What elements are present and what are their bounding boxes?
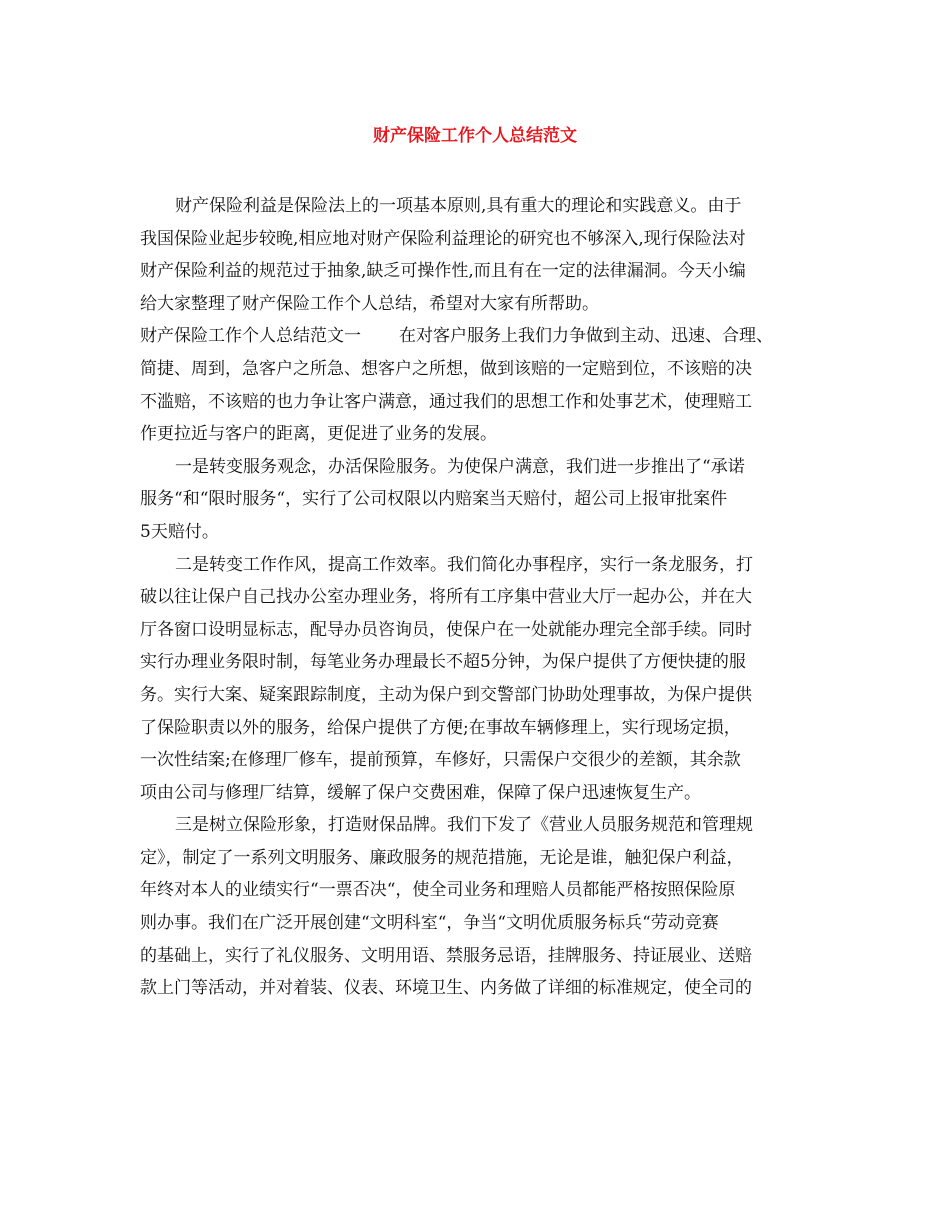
text-line: 一次性结案;在修理厂修车，提前预算，车修好，只需保户交很少的差额，其余款 bbox=[140, 750, 741, 771]
text-line: 定》，制定了一系列文明服务、廉政服务的规范措施，无论是谁，触犯保户利益， bbox=[140, 847, 744, 868]
text-line: 则办事。我们在广泛开展创建“文明科室“，争当“文明优质服务标兵“劳动竞赛 bbox=[140, 913, 719, 934]
text-line: 项由公司与修理厂结算，缓解了保户交费困难，保障了保户迅速恢复生产。 bbox=[140, 782, 701, 803]
text-line: 不滥赔，不该赔的也力争让客户满意，通过我们的思想工作和处事艺术，使理赔工 bbox=[140, 391, 752, 412]
text-line: 服务“和“限时服务“，实行了公司权限以内赔案当天赔付，超公司上报审批案件 bbox=[140, 489, 728, 510]
text-line: 年终对本人的业绩实行“一票否决“，使全司业务和理赔人员都能严格按照保险原 bbox=[140, 880, 736, 901]
section-heading: 财产保险工作个人总结范文一 bbox=[140, 326, 361, 347]
text-line: 给大家整理了财产保险工作个人总结，希望对大家有所帮助。 bbox=[140, 293, 599, 314]
text-line: 厅各窗口设明显标志，配导办员咨询员，使保户在一处就能办理完全部手续。同时 bbox=[140, 619, 752, 640]
text-line: 作更拉近与客户的距离，更促进了业务的发展。 bbox=[140, 424, 497, 445]
text-line: 了保险职责以外的服务，给保户提供了方便;在事故车辆修理上，实行现场定损， bbox=[140, 717, 741, 738]
text-line: 款上门等活动，并对着装、仪表、环境卫生、内务做了详细的标准规定，使全司的 bbox=[140, 978, 752, 999]
section-heading-line bbox=[140, 320, 815, 353]
document-body bbox=[140, 190, 815, 1005]
text-line: 三是树立保险形象，打造财保品牌。我们下发了《营业人员服务规范和管理规 bbox=[175, 815, 753, 836]
text-line: 财产保险利益的规范过于抽象,缺乏可操作性,而且有在一定的法律漏洞。今天小编 bbox=[140, 261, 746, 282]
text-run: 在对客户服务上我们力争做到主动、迅速、合理、 bbox=[399, 326, 773, 347]
text-line: 财产保险利益是保险法上的一项基本原则,具有重大的理论和实践意义。由于 bbox=[175, 196, 742, 216]
text-line: 5天赔付。 bbox=[140, 521, 219, 542]
text-line: 的基础上，实行了礼仪服务、文明用语、禁服务忌语，挂牌服务、持证展业、送赔 bbox=[140, 945, 752, 966]
text-line: 二是转变工作作风，提高工作效率。我们简化办事程序，实行一条龙服务，打 bbox=[175, 554, 753, 575]
text-line: 务。实行大案、疑案跟踪制度，主动为保户到交警部门协助处理事故，为保户提供 bbox=[140, 684, 752, 705]
text-line: 一是转变服务观念，办活保险服务。为使保户满意，我们进一步推出了“承诺 bbox=[175, 456, 745, 477]
document-title: 财产保险工作个人总结范文 bbox=[373, 126, 577, 146]
text-line: 简捷、周到，急客户之所急、想客户之所想，做到该赔的一定赔到位，不该赔的决 bbox=[140, 358, 752, 379]
text-line: 破以往让保户自己找办公室办理业务，将所有工序集中营业大厅一起办公，并在大 bbox=[140, 587, 752, 608]
text-line: 我国保险业起步较晚,相应地对财产保险利益理论的研究也不够深入,现行保险法对 bbox=[140, 228, 746, 249]
text-line: 实行办理业务限时制，每笔业务办理最长不超5分钟，为保户提供了方便快捷的服 bbox=[140, 652, 746, 673]
